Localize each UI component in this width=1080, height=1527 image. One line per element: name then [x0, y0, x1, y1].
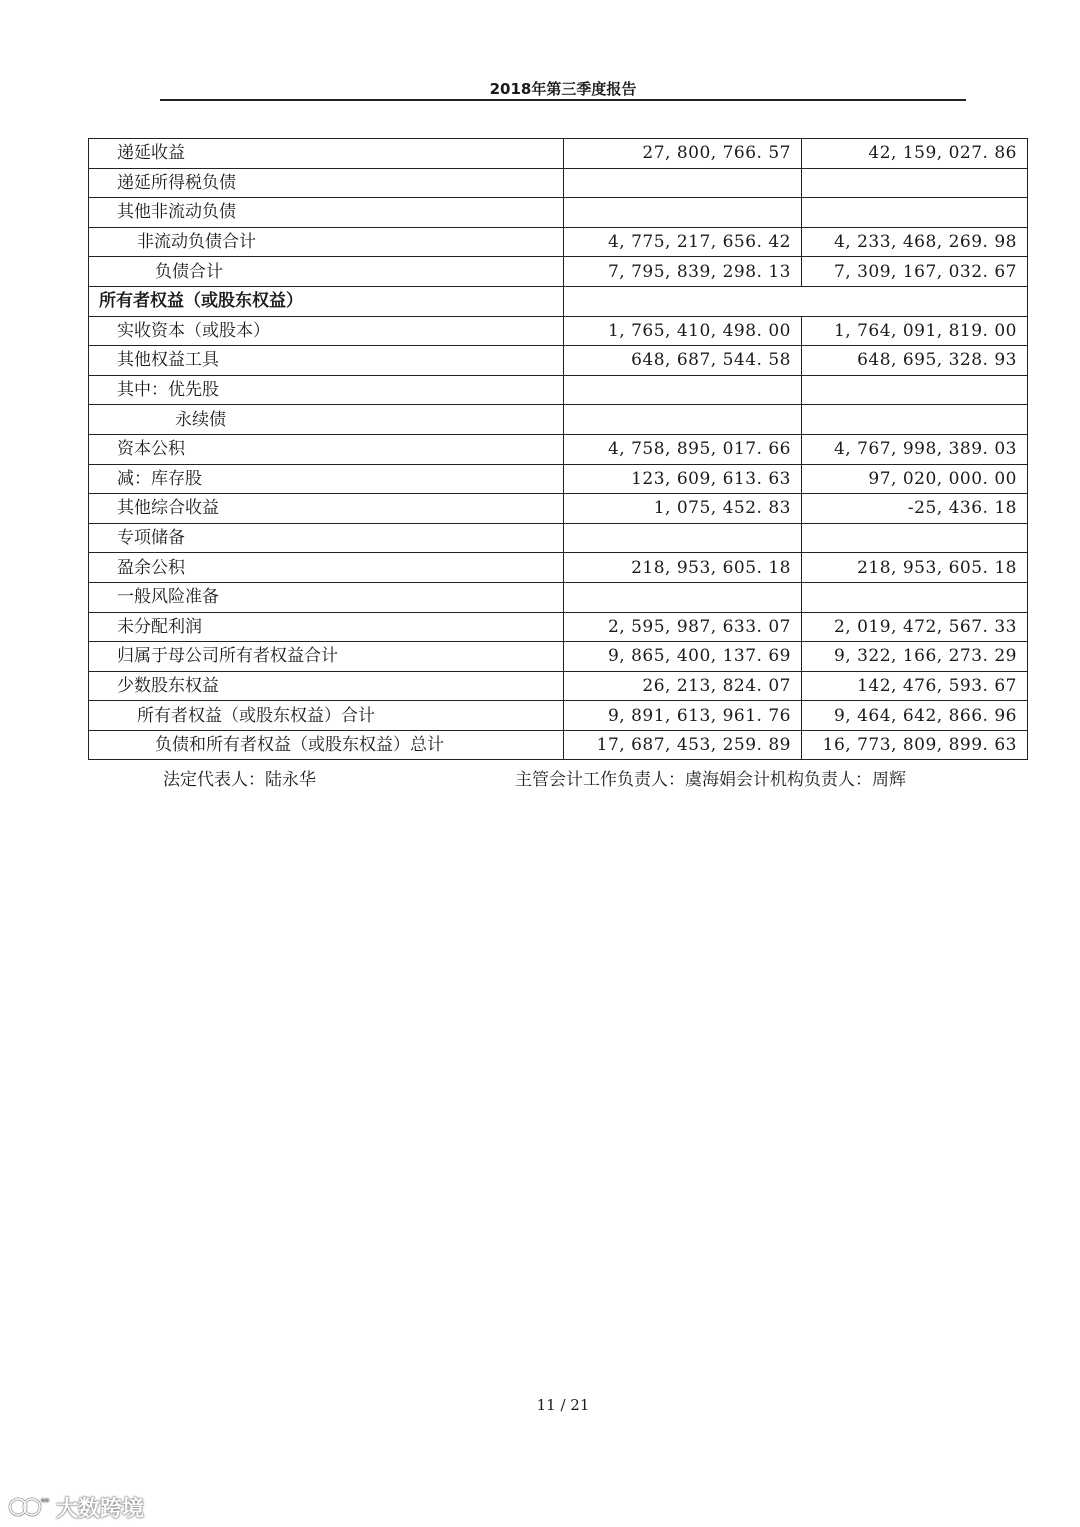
- current-period-value: 648, 687, 544. 58: [564, 346, 802, 376]
- current-period-value: 9, 865, 400, 137. 69: [564, 642, 802, 672]
- row-label: 专项储备: [89, 523, 564, 553]
- prior-period-value: 142, 476, 593. 67: [802, 671, 1028, 701]
- row-label: 实收资本（或股本）: [89, 316, 564, 346]
- prior-period-value: 97, 020, 000. 00: [802, 464, 1028, 494]
- watermark-text: 大数跨境: [56, 1496, 145, 1522]
- table-row: [89, 139, 1028, 169]
- prior-period-value: 2, 019, 472, 567. 33: [802, 612, 1028, 642]
- table-row: [89, 642, 1028, 672]
- current-period-value: 2, 595, 987, 633. 07: [564, 612, 802, 642]
- current-period-value: 1, 765, 410, 498. 00: [564, 316, 802, 346]
- current-period-value: 17, 687, 453, 259. 89: [564, 730, 802, 760]
- prior-period-value: 648, 695, 328. 93: [802, 346, 1028, 376]
- prior-period-value: 1, 764, 091, 819. 00: [802, 316, 1028, 346]
- balance-sheet-body: [89, 139, 1028, 760]
- table-row: [89, 405, 1028, 435]
- prior-period-value: [802, 405, 1028, 435]
- report-title: 2018年第三季度报告: [489, 80, 637, 98]
- page-number: 11 / 21: [536, 1396, 590, 1414]
- row-label: 减：库存股: [89, 464, 564, 494]
- prior-period-value: 4, 767, 998, 389. 03: [802, 434, 1028, 464]
- prior-period-value: 7, 309, 167, 032. 67: [802, 257, 1028, 287]
- row-label: 其他非流动负债: [89, 198, 564, 228]
- current-period-value: 1, 075, 452. 83: [564, 494, 802, 524]
- table-row: [89, 464, 1028, 494]
- watermark: [8, 1492, 144, 1522]
- table-row: [89, 227, 1028, 257]
- row-label: 负债和所有者权益（或股东权益）总计: [89, 730, 564, 760]
- table-row: [89, 198, 1028, 228]
- current-period-value: 218, 953, 605. 18: [564, 553, 802, 583]
- table-row: [89, 553, 1028, 583]
- table-row: [89, 523, 1028, 553]
- current-period-value: [564, 582, 802, 612]
- row-label: 递延收益: [89, 139, 564, 169]
- prior-period-value: 9, 322, 166, 273. 29: [802, 642, 1028, 672]
- section-blank-cell: [564, 286, 1028, 316]
- table-row: [89, 494, 1028, 524]
- current-period-value: [564, 198, 802, 228]
- row-label: 一般风险准备: [89, 582, 564, 612]
- current-period-value: 123, 609, 613. 63: [564, 464, 802, 494]
- table-row: [89, 316, 1028, 346]
- row-label: 负债合计: [89, 257, 564, 287]
- logo-icon: [8, 1494, 52, 1520]
- table-row: [89, 346, 1028, 376]
- row-label: 所有者权益（或股东权益）: [89, 286, 564, 316]
- current-period-value: 27, 800, 766. 57: [564, 139, 802, 169]
- table-row: [89, 286, 1028, 316]
- table-row: [89, 730, 1028, 760]
- row-label: 未分配利润: [89, 612, 564, 642]
- row-label: 所有者权益（或股东权益）合计: [89, 701, 564, 731]
- prior-period-value: 9, 464, 642, 866. 96: [802, 701, 1028, 731]
- prior-period-value: [802, 375, 1028, 405]
- prior-period-value: 4, 233, 468, 269. 98: [802, 227, 1028, 257]
- row-label: 其他综合收益: [89, 494, 564, 524]
- current-period-value: 4, 775, 217, 656. 42: [564, 227, 802, 257]
- balance-sheet-table: [88, 138, 1028, 760]
- prior-period-value: [802, 523, 1028, 553]
- table-row: [89, 434, 1028, 464]
- table-row: [89, 375, 1028, 405]
- legal-representative: 法定代表人：陆永华: [163, 770, 316, 790]
- row-label: 少数股东权益: [89, 671, 564, 701]
- row-label: 非流动负债合计: [89, 227, 564, 257]
- row-label: 永续债: [89, 405, 564, 435]
- prior-period-value: [802, 168, 1028, 198]
- header-divider: [160, 99, 966, 101]
- row-label: 归属于母公司所有者权益合计: [89, 642, 564, 672]
- accounting-heads: 主管会计工作负责人：虞海娟会计机构负责人：周辉: [515, 770, 906, 790]
- current-period-value: 9, 891, 613, 961. 76: [564, 701, 802, 731]
- prior-period-value: -25, 436. 18: [802, 494, 1028, 524]
- prior-period-value: [802, 198, 1028, 228]
- table-row: [89, 257, 1028, 287]
- current-period-value: [564, 375, 802, 405]
- prior-period-value: [802, 582, 1028, 612]
- table-row: [89, 168, 1028, 198]
- current-period-value: 26, 213, 824. 07: [564, 671, 802, 701]
- current-period-value: 7, 795, 839, 298. 13: [564, 257, 802, 287]
- row-label: 资本公积: [89, 434, 564, 464]
- table-row: [89, 671, 1028, 701]
- table-row: [89, 582, 1028, 612]
- prior-period-value: 218, 953, 605. 18: [802, 553, 1028, 583]
- table-row: [89, 612, 1028, 642]
- current-period-value: [564, 405, 802, 435]
- row-label: 递延所得税负债: [89, 168, 564, 198]
- current-period-value: [564, 523, 802, 553]
- row-label: 其中：优先股: [89, 375, 564, 405]
- current-period-value: [564, 168, 802, 198]
- prior-period-value: 16, 773, 809, 899. 63: [802, 730, 1028, 760]
- svg-text:°°: °°: [41, 1498, 49, 1507]
- row-label: 盈余公积: [89, 553, 564, 583]
- table-row: [89, 701, 1028, 731]
- row-label: 其他权益工具: [89, 346, 564, 376]
- current-period-value: 4, 758, 895, 017. 66: [564, 434, 802, 464]
- prior-period-value: 42, 159, 027. 86: [802, 139, 1028, 169]
